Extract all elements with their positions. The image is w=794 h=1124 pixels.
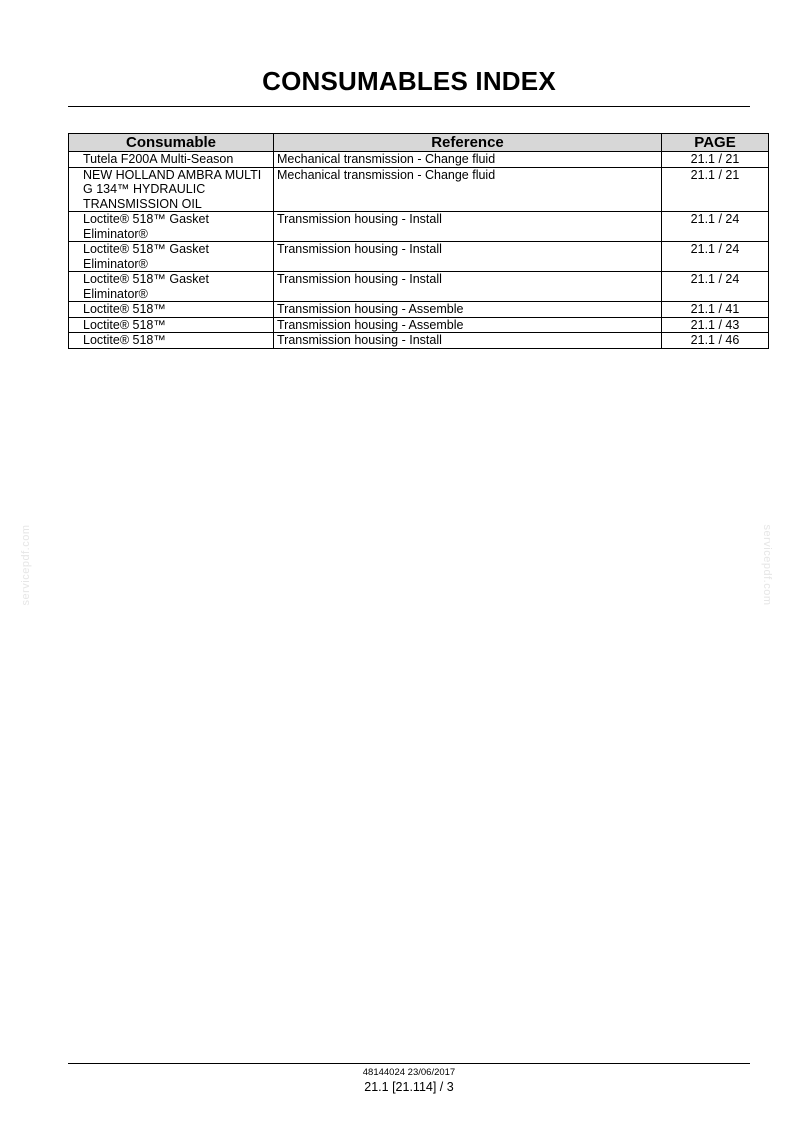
watermark-right: servicepdf.com: [761, 524, 773, 606]
table-row: [69, 317, 769, 333]
watermark-left: servicepdf.com: [20, 524, 32, 606]
cell-page: 21.1 / 43: [662, 317, 769, 333]
column-header-page: PAGE: [662, 134, 769, 152]
cell-consumable: Tutela F200A Multi-Season: [69, 152, 274, 168]
cell-page: 21.1 / 24: [662, 212, 769, 242]
title-divider: [68, 106, 750, 107]
consumables-table: [68, 133, 769, 349]
table-row: [69, 212, 769, 242]
footer-document-id: 48144024 23/06/2017: [362, 1067, 456, 1078]
cell-page: 21.1 / 41: [662, 302, 769, 318]
cell-reference: Transmission housing - Install: [274, 242, 662, 272]
cell-consumable: Loctite® 518™: [69, 317, 274, 333]
table-row: [69, 242, 769, 272]
cell-reference: Transmission housing - Install: [274, 333, 662, 349]
column-header-reference: Reference: [274, 134, 662, 152]
cell-reference: Transmission housing - Assemble: [274, 317, 662, 333]
cell-consumable: Loctite® 518™: [69, 302, 274, 318]
cell-consumable: Loctite® 518™ Gasket Eliminator®: [69, 212, 274, 242]
cell-reference: Mechanical transmission - Change fluid: [274, 152, 662, 168]
cell-reference: Transmission housing - Install: [274, 272, 662, 302]
cell-page: 21.1 / 46: [662, 333, 769, 349]
cell-reference: Transmission housing - Install: [274, 212, 662, 242]
cell-consumable: Loctite® 518™: [69, 333, 274, 349]
table-row: [69, 333, 769, 349]
footer-page-number: 21.1 [21.114] / 3: [364, 1080, 454, 1094]
table-row: [69, 272, 769, 302]
page-title: CONSUMABLES INDEX: [262, 66, 556, 96]
table-header-row: [69, 134, 769, 152]
footer-divider: [68, 1063, 750, 1064]
cell-reference: Mechanical transmission - Change fluid: [274, 167, 662, 212]
cell-consumable: Loctite® 518™ Gasket Eliminator®: [69, 272, 274, 302]
cell-reference: Transmission housing - Assemble: [274, 302, 662, 318]
cell-consumable: NEW HOLLAND AMBRA MULTI G 134™ HYDRAULIC TRANSMISSION OIL: [69, 167, 274, 212]
cell-page: 21.1 / 24: [662, 272, 769, 302]
table-row: [69, 152, 769, 168]
cell-page: 21.1 / 21: [662, 167, 769, 212]
table-row: [69, 167, 769, 212]
cell-page: 21.1 / 21: [662, 152, 769, 168]
cell-consumable: Loctite® 518™ Gasket Eliminator®: [69, 242, 274, 272]
column-header-consumable: Consumable: [69, 134, 274, 152]
table-row: [69, 302, 769, 318]
cell-page: 21.1 / 24: [662, 242, 769, 272]
